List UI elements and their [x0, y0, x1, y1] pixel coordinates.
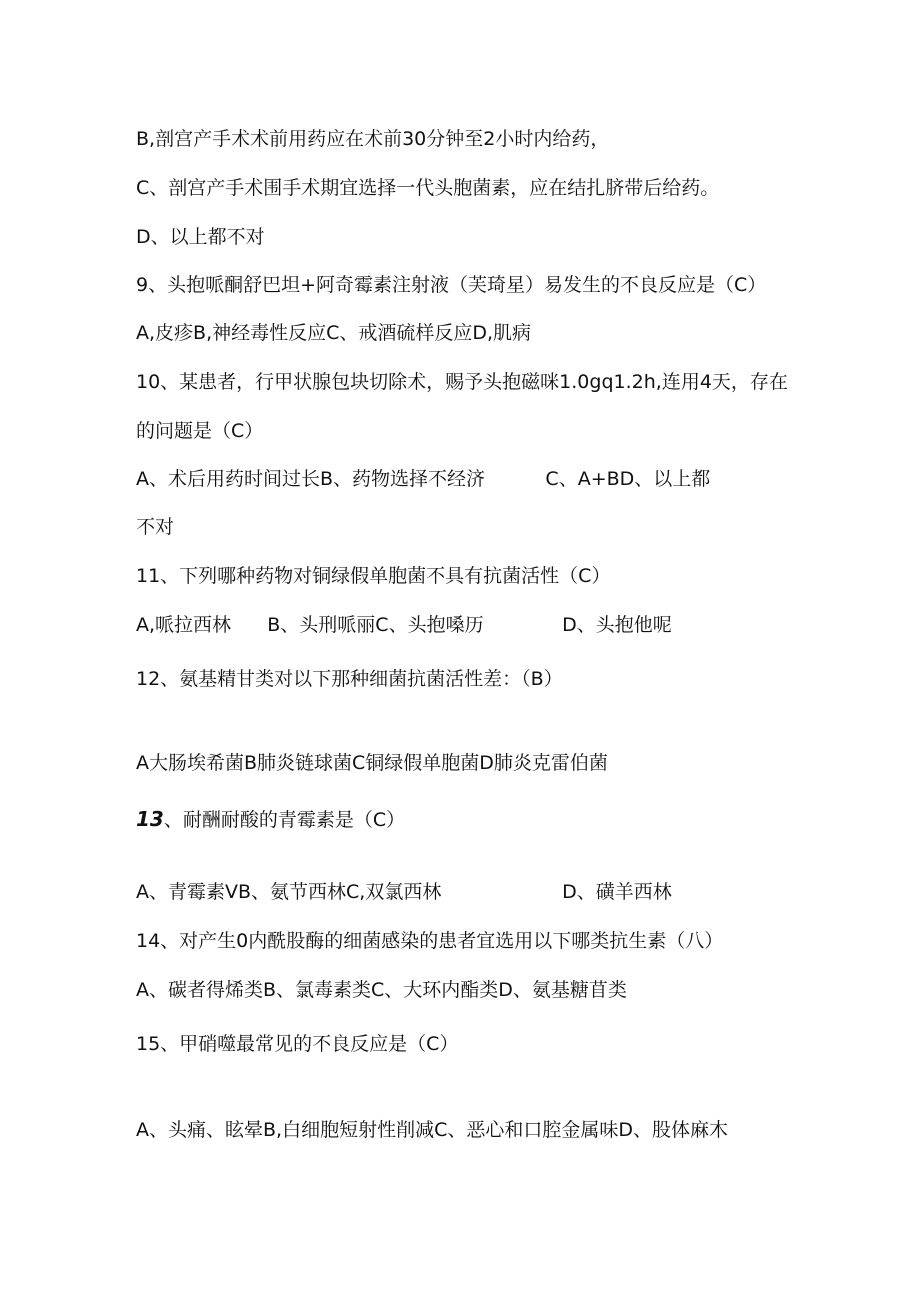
question-12-options: A大肠埃希菌B肺炎链球菌C铜绿假单胞菌D肺炎克雷伯菌	[136, 752, 608, 774]
question-13	[136, 806, 405, 833]
question-15: 15、甲硝噬最常见的不良反应是（C）	[136, 1033, 459, 1055]
question-13-options: A、青霉素VB、氨节西林C,双氯西林 D、磺羊西林	[136, 881, 672, 903]
question-11-options: A,哌拉西林 B、头刑哌丽C、头抱嗓历 D、头抱他呢	[136, 614, 672, 636]
question-12: 12、氨基精甘类对以下那种细菌抗菌活性差：（B）	[136, 668, 563, 690]
question-13-number: 13	[136, 807, 164, 831]
question-14: 14、对产生0内酰股酶的细菌感染的患者宜选用以下哪类抗生素（八）	[136, 930, 724, 952]
question-13-text: 、耐酬耐酸的青霉素是（C）	[163, 809, 406, 831]
option-c-line: C、剖宫产手术围手术期宜选择一代头胞菌素，应在结扎脐带后给药。	[136, 177, 720, 199]
question-10-options: A、术后用药时间过长B、药物选择不经济 C、A+BD、以上都	[136, 468, 711, 490]
option-d-line: D、以上都不对	[136, 226, 265, 248]
option-b-line: B,剖宫产手术术前用药应在术前30分钟至2小时内给药，	[136, 128, 610, 150]
question-10-continued: 的问题是（C）	[136, 420, 264, 442]
question-11: 11、下列哪种药物对铜绿假单胞菌不具有抗菌活性（C）	[136, 565, 611, 587]
question-15-options: A、头痛、眩晕B,白细胞短射性削减C、恶心和口腔金属味D、股体麻木	[136, 1119, 728, 1141]
question-9-options: A,皮疹B,神经毒性反应C、戒酒硫样反应D,肌病	[136, 322, 532, 344]
question-9: 9、头抱哌酮舒巴坦+阿奇霉素注射液（芙琦星）易发生的不良反应是（C）	[136, 274, 767, 296]
question-10: 10、某患者，行甲状腺包块切除术，赐予头抱磁咪1.0gq1.2h,连用4天，存在	[136, 371, 788, 393]
question-10-options-continued: 不对	[136, 516, 175, 538]
question-14-options: A、碳者得烯类B、氯毒素类C、大环内酯类D、氨基糖苜类	[136, 979, 627, 1001]
